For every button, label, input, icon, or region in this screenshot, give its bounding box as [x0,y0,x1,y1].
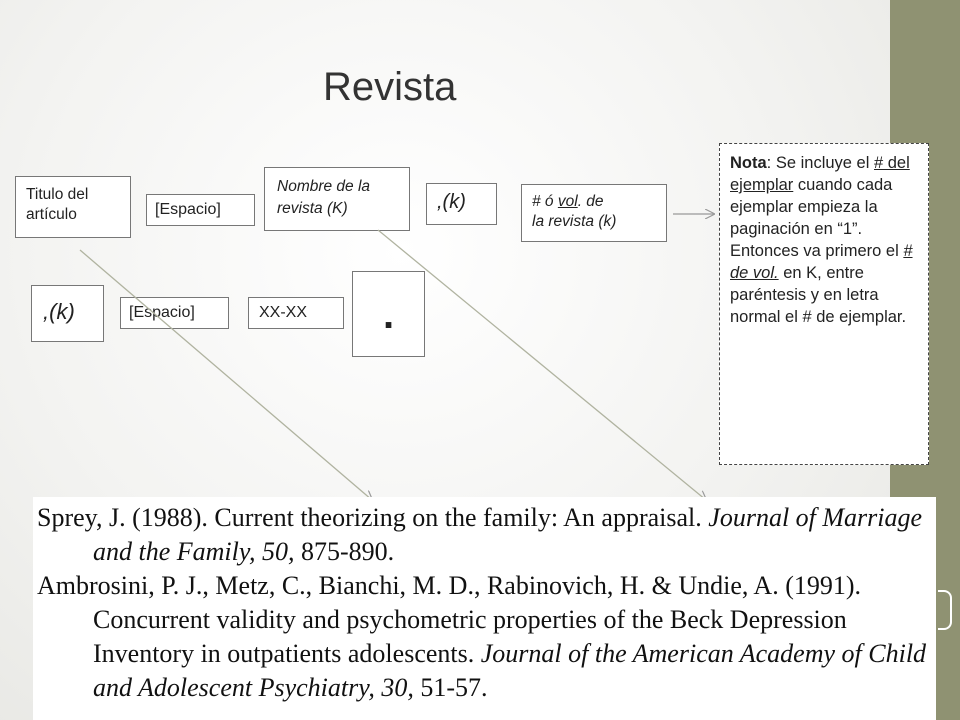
nombre-revista-text: Nombre de la revista (K) [277,178,371,217]
pages-text: XX-XX [259,304,308,321]
reference-2 [37,569,936,705]
note-text-1: : Se incluye el [766,154,874,172]
k-text-2: ,(k) [43,299,75,324]
reference-2-italic: Journal of the American Academy of Child and Adolescent Psychiatry, 30, [93,639,927,702]
reference-1-italic: Journal of Marriage and the Family, 50, [93,503,923,566]
espacio-text-2: [Espacio] [129,304,195,321]
titulo-articulo-text: Titulo del artículo [26,186,89,223]
reference-1-plain: Sprey, J. (1988). Current theorizing on the family: An appraisal. [37,503,709,532]
note-underline-2: # de vol. [730,242,913,282]
vol-underlined: vol [557,193,578,210]
reference-1-tail: 875-890. [294,537,395,566]
vol-prefix: # ó [532,193,558,210]
arrow-titulo-to-reference [80,250,372,500]
slide-title: Revista [323,65,457,109]
note-underline-1: # del ejemplar [730,154,910,194]
reference-examples [33,497,936,720]
period-text: . [382,293,395,337]
note-label: Nota [730,154,767,172]
arrow-nombre-to-reference [378,230,706,500]
reference-2-plain: Ambrosini, P. J., Metz, C., Bianchi, M. D., Rabinovich, H. & Undie, A. (1991). Concurrent validity and psychometric properties of the Beck Depression Inventory in outpatients adolescents. [37,571,862,668]
vol-line2: la revista (k) [532,213,617,230]
espacio-text-1: [Espacio] [155,201,221,218]
vol-mid: . de [577,193,604,210]
reference-2-tail: 51-57. [413,673,488,702]
note-text-3: en K, entre paréntesis y en letra normal el # de ejemplar. [730,264,907,326]
k-text-1: ,(k) [437,191,466,213]
reference-1 [37,501,936,569]
note-text-2: cuando cada ejemplar empieza la paginación en “1”. Entonces va primero el [730,176,904,260]
